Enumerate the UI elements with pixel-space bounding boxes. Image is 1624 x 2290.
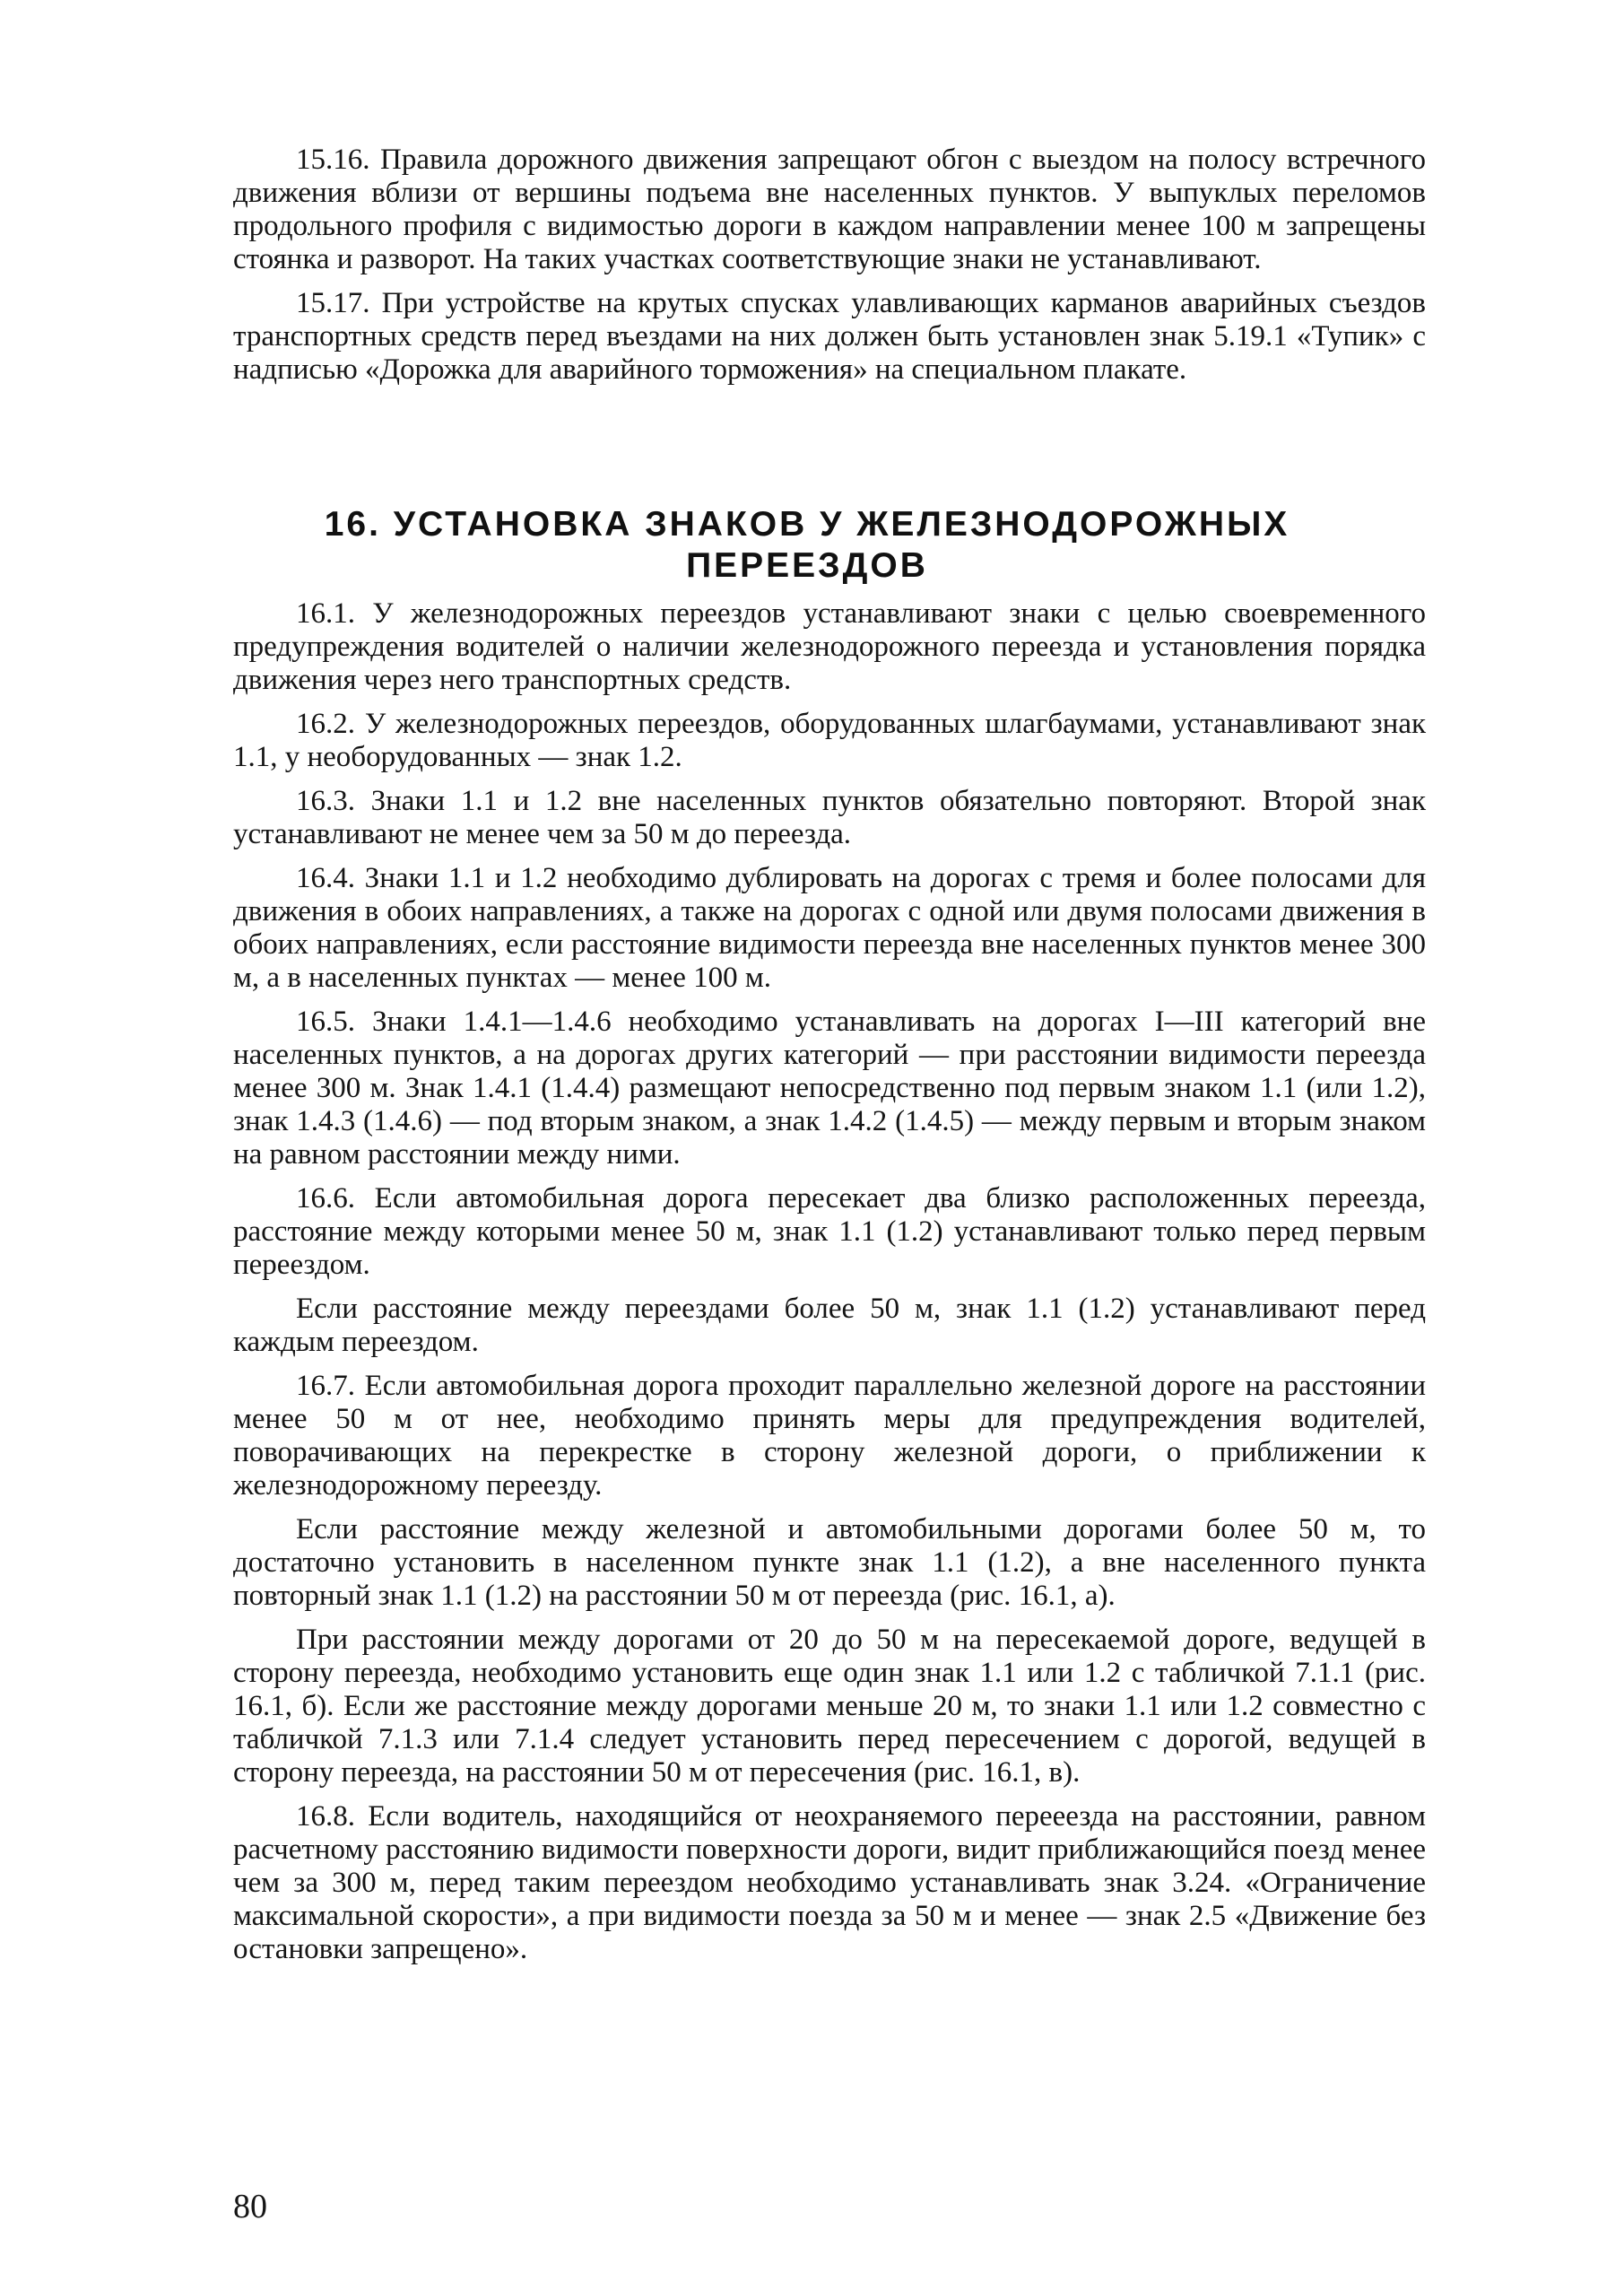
paragraph-16-6: 16.6. Если автомобильная дорога пересекает два близко расположенных переезда, расстояние между которыми менее 50 м, знак 1.1 (1.2) устанавливают только перед первым переездом.: [233, 1182, 1426, 1281]
top-paragraphs: [233, 144, 1426, 397]
paragraph-16-3: 16.3. Знаки 1.1 и 1.2 вне населенных пунктов обязательно повторяют. Второй знак устанавливают не менее чем за 50 м до переезда.: [233, 785, 1426, 850]
paragraph-16-4: 16.4. Знаки 1.1 и 1.2 необходимо дублировать на дорогах с тремя и более полосами для движения в обоих направлениях, а также на дорогах с одной или двумя полосами движения в обоих направлениях, если расстояние видимости переезда вне населенных пунктов менее 300 м, а в населенных пунктах — менее 100 м.: [233, 862, 1426, 994]
paragraph-15-16: 15.16. Правила дорожного движения запрещают обгон с выездом на полосу встречного движения вблизи от вершины подъема вне населенных пунктов. У выпуклых переломов продольного профиля с видимостью дороги в каждом направлении менее 100 м запрещены стоянка и разворот. На таких участках соответствующие знаки не устанавливают.: [233, 144, 1426, 275]
paragraph-16-7: 16.7. Если автомобильная дорога проходит параллельно железной дороге на расстоянии менее 50 м от нее, необходимо принять меры для предупреждения водителей, поворачивающих на перекрестке в сторону железной дороги, о приближении к железнодорожному переезду.: [233, 1370, 1426, 1502]
section-heading: 16. УСТАНОВКА ЗНАКОВ У ЖЕЛЕЗНОДОРОЖНЫХ ПЕРЕЕЗДОВ: [324, 505, 1290, 585]
paragraph-16-5: 16.5. Знаки 1.4.1—1.4.6 необходимо устанавливать на дорогах I—III категорий вне населенных пунктов, а на дорогах других категорий — при расстоянии видимости переезда менее 300 м. Знак 1.4.1 (1.4.4) размещают непосредственно под первым знаком 1.1 (или 1.2), знак 1.4.3 (1.4.6) — под вторым знаком, а знак 1.4.2 (1.4.5) — между первым и вторым знаком на равном расстоянии между ними.: [233, 1006, 1426, 1171]
paragraph-16-7-distance-over-50: Если расстояние между железной и автомобильными дорогами более 50 м, то достаточно установить в населенном пункте знак 1.1 (1.2), а вне населенного пункта повторный знак 1.1 (1.2) на расстоянии 50 м от переезда (рис. 16.1, а).: [233, 1513, 1426, 1612]
paragraph-16-2: 16.2. У железнодорожных переездов, оборудованных шлагбаумами, устанавливают знак 1.1, у необорудованных — знак 1.2.: [233, 708, 1426, 773]
paragraph-16-1: 16.1. У железнодорожных переездов устанавливают знаки с целью своевременного предупреждения водителей о наличии железнодорожного переезда и установления порядка движения через него транспортных средств.: [233, 597, 1426, 696]
paragraph-15-17: 15.17. При устройстве на крутых спусках улавливающих карманов аварийных съездов транспортных средств перед въездами на них должен быть установлен знак 5.19.1 «Тупик» с надписью «Дорожка для аварийного торможения» на специальном плакате.: [233, 287, 1426, 386]
paragraph-16-6-continued: Если расстояние между переездами более 50 м, знак 1.1 (1.2) устанавливают перед каждым переездом.: [233, 1293, 1426, 1358]
paragraph-16-8: 16.8. Если водитель, находящийся от неохраняемого перееезда на расстоянии, равном расчетному расстоянию видимости поверхности дороги, видит приближающийся поезд менее чем за 300 м, перед таким переездом необходимо устанавливать знак 3.24. «Ограничение максимальной скорости», а при видимости поезда за 50 м и менее — знак 2.5 «Движение без остановки запрещено».: [233, 1800, 1426, 1965]
paragraph-16-7-distance-20-50: При расстоянии между дорогами от 20 до 50 м на пересекаемой дороге, ведущей в сторону переезда, необходимо установить еще один знак 1.1 или 1.2 с табличкой 7.1.1 (рис. 16.1, б). Если же расстояние между дорогами меньше 20 м, то знаки 1.1 или 1.2 совместно с табличкой 7.1.3 или 7.1.4 следует установить перед пересечением с дорогой, ведущей в сторону переезда, на расстоянии 50 м от пересечения (рис. 16.1, в).: [233, 1624, 1426, 1789]
section-body: [233, 597, 1426, 1977]
page-number: 80: [233, 2188, 267, 2225]
